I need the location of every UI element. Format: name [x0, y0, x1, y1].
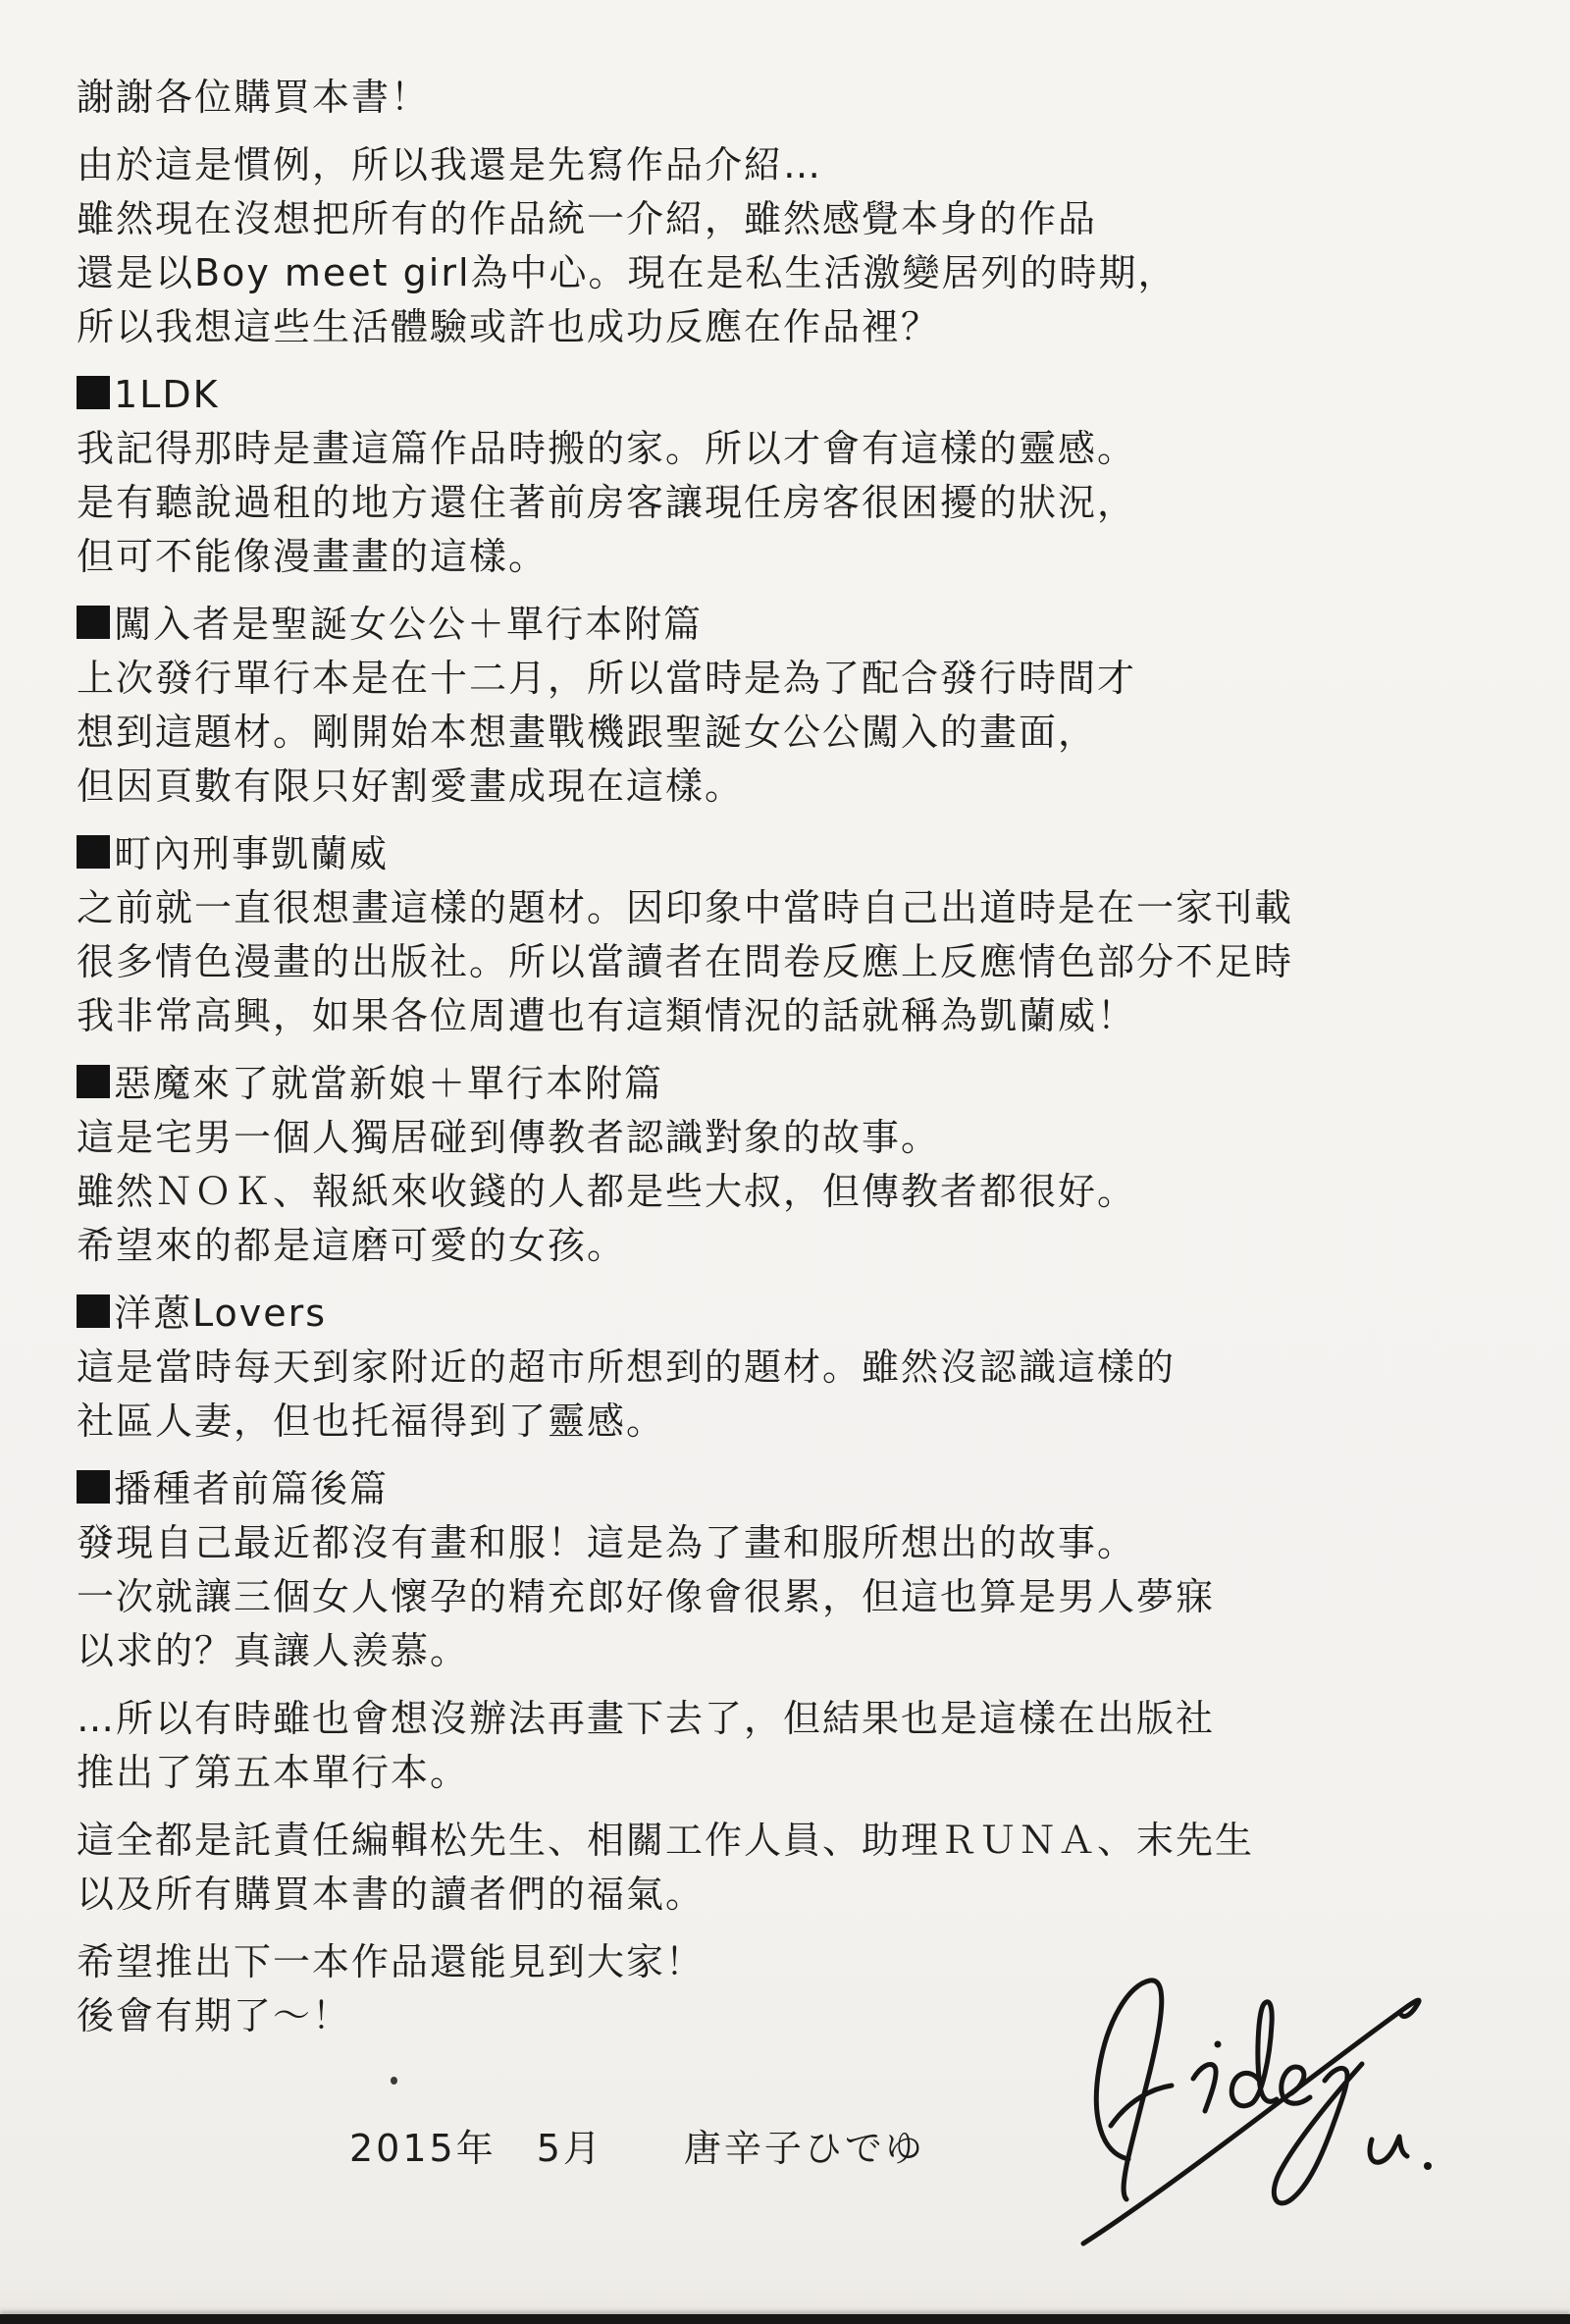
text-line: 由於這是慣例，所以我還是先寫作品介紹…: [77, 143, 823, 186]
section-title: [77, 1057, 1539, 1111]
section-bullet-icon: [77, 835, 110, 869]
section-bullet-icon: [77, 376, 110, 409]
section-sower: [77, 1462, 1539, 1678]
section-title: [77, 1287, 1539, 1341]
text-line: 上次發行單行本是在十二月，所以當時是為了配合發行時間才: [77, 657, 1137, 700]
scan-edge-bottom: [0, 2314, 1570, 2324]
text-line: 這全都是託責任編輯松先生、相關工作人員、助理ＲＵＮＡ、末先生: [77, 1819, 1255, 1862]
section-bullet-icon: [77, 1065, 110, 1098]
text-line: 很多情色漫畫的出版社。所以當讀者在問卷反應上反應情色部分不足時: [77, 940, 1294, 983]
section-town-detective: [77, 827, 1539, 1043]
text-line: 我非常高興，如果各位周遭也有這類情況的話就稱為凱蘭威！: [77, 994, 1137, 1037]
greeting-paragraph: [77, 71, 1539, 125]
text-line: 所以我想這些生活體驗或許也成功反應在作品裡？: [77, 305, 941, 348]
text-line: 想到這題材。剛開始本想畫戰機跟聖誕女公公闖入的畫面，: [77, 711, 1098, 754]
section-devil-bride: [77, 1057, 1539, 1273]
text-line: 後會有期了～！: [77, 1994, 352, 2037]
text-line: 一次就讓三個女人懷孕的精充郎好像會很累，但這也算是男人夢寐: [77, 1575, 1216, 1618]
section-christmas-intruder: [77, 598, 1539, 814]
section-title: [77, 827, 1539, 881]
text-line: 以求的？真讓人羨慕。: [77, 1629, 470, 1672]
ink-speck: [391, 2077, 397, 2085]
text-line: 推出了第五本單行本。: [77, 1751, 470, 1794]
text-line: 這是宅男一個人獨居碰到傳教者認識對象的故事。: [77, 1116, 941, 1159]
text-line: 發現自己最近都沒有畫和服！這是為了畫和服所想出的故事。: [77, 1521, 1137, 1564]
author-signature: [1068, 1951, 1460, 2275]
section-bullet-icon: [77, 1470, 110, 1504]
text-line: 雖然現在沒想把所有的作品統一介紹，雖然感覺本身的作品: [77, 197, 1098, 240]
section-title-text: 闖入者是聖誕女公公＋單行本附篇: [114, 603, 704, 646]
section-title: [77, 368, 1539, 422]
text-column: [77, 71, 1539, 2057]
section-title-text: 洋蔥Lovers: [114, 1292, 328, 1335]
text-line: 但可不能像漫畫畫的這樣。: [77, 535, 549, 578]
closing-paragraph-2: [77, 1814, 1539, 1922]
text-line: 希望來的都是這磨可愛的女孩。: [77, 1224, 627, 1267]
section-bullet-icon: [77, 606, 110, 639]
section-title-text: 惡魔來了就當新娘＋單行本附篇: [114, 1062, 664, 1105]
text-line: 但因頁數有限只好割愛畫成現在這樣。: [77, 765, 745, 808]
closing-paragraph-1: [77, 1692, 1539, 1800]
text-line: 是有聽說過租的地方還住著前房客讓現任房客很困擾的狀況，: [77, 481, 1137, 524]
text-line: 以及所有購買本書的讀者們的福氣。: [77, 1873, 706, 1916]
text-line: 希望推出下一本作品還能見到大家！: [77, 1940, 706, 1983]
section-1ldk: [77, 368, 1539, 584]
section-title-text: 播種者前篇後篇: [114, 1467, 390, 1510]
text-line: 社區人妻，但也托福得到了靈感。: [77, 1400, 666, 1443]
text-line: 我記得那時是畫這篇作品時搬的家。所以才會有這樣的靈感。: [77, 427, 1137, 470]
text-line: 之前就一直很想畫這樣的題材。因印象中當時自己出道時是在一家刊載: [77, 886, 1294, 929]
text-line: 雖然ＮＯＫ、報紙來收錢的人都是些大叔，但傳教者都很好。: [77, 1170, 1137, 1213]
section-onion-lovers: [77, 1287, 1539, 1449]
intro-paragraph: [77, 138, 1539, 354]
text-line: 還是以Boy meet girl為中心。現在是私生活激變居列的時期，: [77, 251, 1178, 294]
text-line: 這是當時每天到家附近的超市所想到的題材。雖然沒認識這樣的: [77, 1346, 1177, 1389]
greeting-line: 謝謝各位購買本書！: [77, 76, 431, 119]
date-author-line: 2015年 5月 唐辛子ひでゆ: [349, 2127, 925, 2170]
section-bullet-icon: [77, 1294, 110, 1328]
text-line: …所以有時雖也會想沒辦法再畫下去了，但結果也是這樣在出版社: [77, 1697, 1216, 1740]
section-title: [77, 598, 1539, 652]
section-title-text: 町內刑事凱蘭威: [114, 832, 390, 875]
section-title: [77, 1462, 1539, 1516]
section-title-text: 1LDK: [114, 373, 220, 416]
